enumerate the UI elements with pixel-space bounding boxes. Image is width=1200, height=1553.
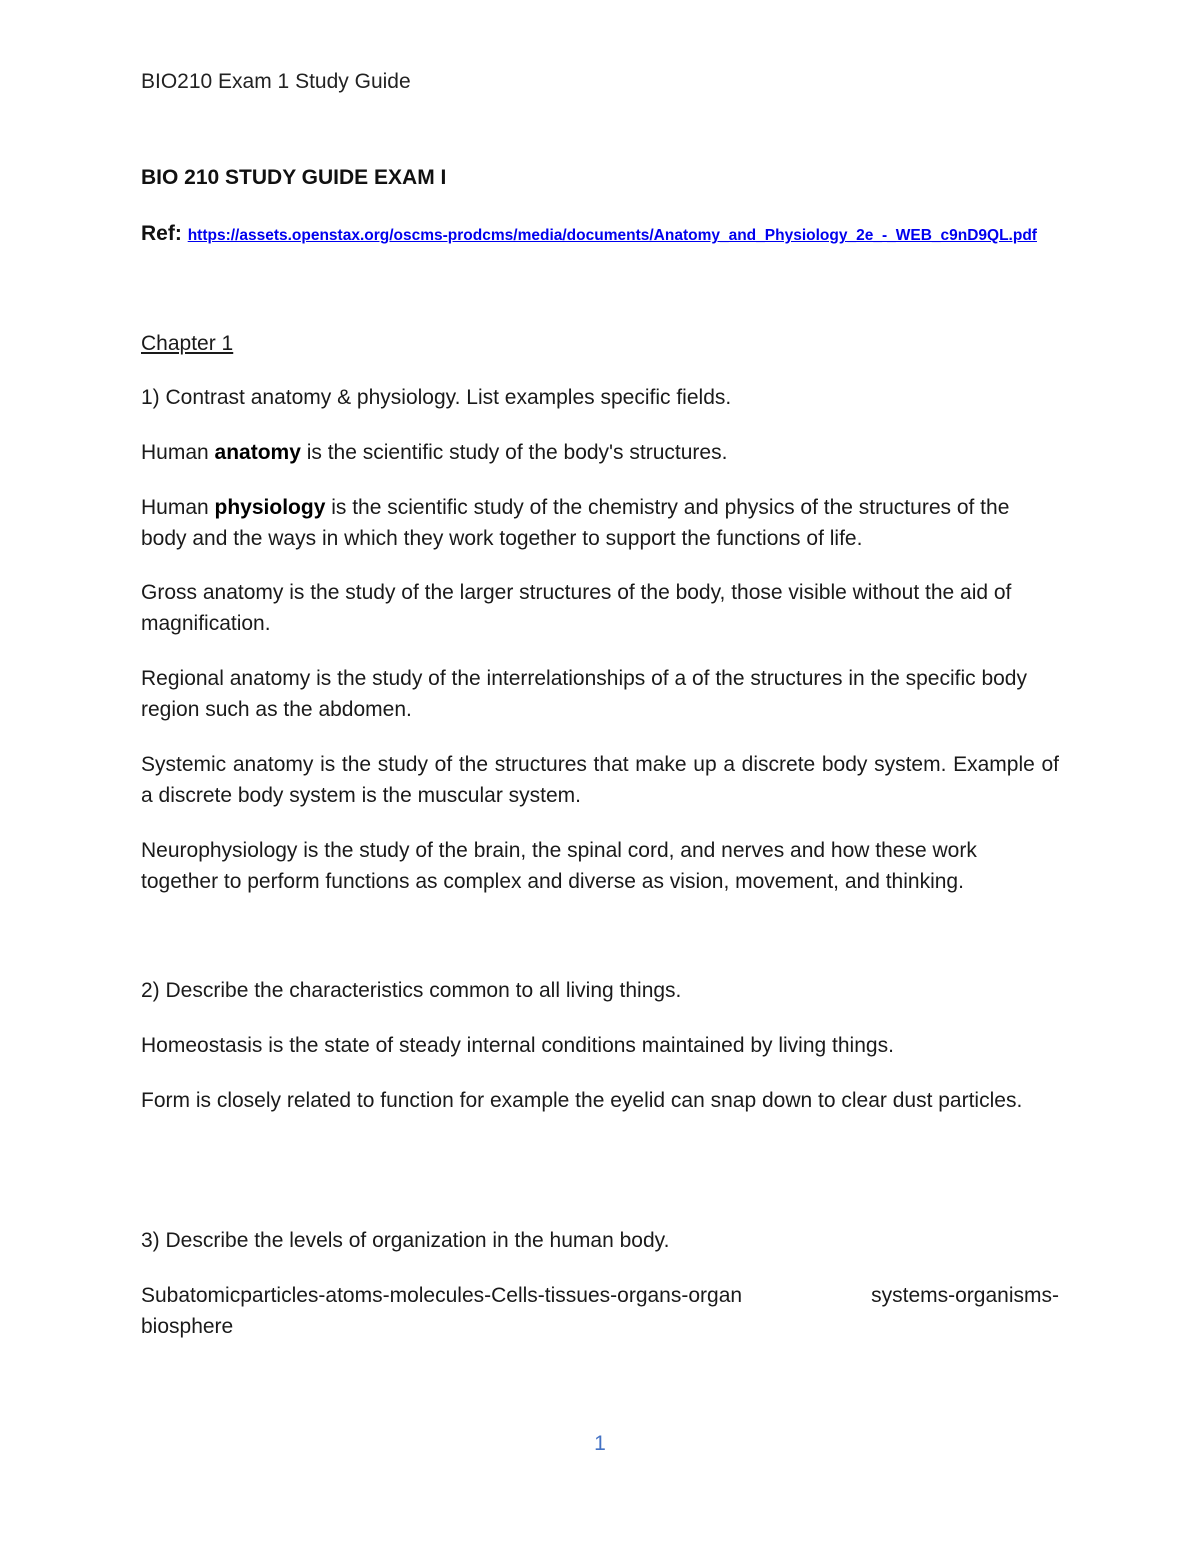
form-function-paragraph: Form is closely related to function for example the eyelid can snap down to clear dust particles. bbox=[141, 1089, 1023, 1112]
document-title: BIO 210 STUDY GUIDE EXAM I bbox=[141, 166, 447, 189]
physiology-rest: is the scientific study of the chemistry and physics of the structures of the body and the ways in which they work together to support the functions of life. bbox=[141, 496, 1010, 550]
neurophysiology-paragraph: Neurophysiology is the study of the brain, the spinal cord, and nerves and how these work together to perform functions as complex and diverse as vision, movement, and thinking. bbox=[141, 839, 977, 893]
levels-of-organization bbox=[141, 1280, 1059, 1342]
levels-part-1: Subatomicparticles-atoms-molecules-Cells-tissues-organs-organ bbox=[141, 1284, 743, 1307]
physiology-definition bbox=[141, 492, 1059, 554]
levels-part-2: systems-organisms- bbox=[871, 1284, 1059, 1307]
homeostasis-paragraph: Homeostasis is the state of steady internal conditions maintained by living things. bbox=[141, 1034, 894, 1057]
levels-part-3: biosphere bbox=[141, 1315, 234, 1338]
page-number: 1 bbox=[594, 1432, 606, 1455]
chapter-heading: Chapter 1 bbox=[141, 332, 234, 355]
reference-link[interactable]: https://assets.openstax.org/oscms-prodcms/media/documents/Anatomy_and_Physiology_2e_-_WEB_c9nD9QL.pdf bbox=[187, 227, 1037, 244]
question-1: 1) Contrast anatomy & physiology. List examples specific fields. bbox=[141, 386, 732, 409]
gross-anatomy-paragraph: Gross anatomy is the study of the larger structures of the body, those visible without the aid of magnification. bbox=[141, 581, 1012, 635]
anatomy-definition bbox=[141, 437, 1059, 468]
physiology-term: physiology bbox=[214, 496, 326, 519]
anatomy-term: anatomy bbox=[214, 441, 301, 464]
anatomy-prefix: Human bbox=[141, 441, 215, 464]
anatomy-rest: is the scientific study of the body's structures. bbox=[300, 441, 728, 464]
running-header: BIO210 Exam 1 Study Guide bbox=[141, 70, 411, 93]
reference-label: Ref: bbox=[141, 222, 182, 245]
question-2: 2) Describe the characteristics common to all living things. bbox=[141, 979, 682, 1002]
physiology-prefix: Human bbox=[141, 496, 215, 519]
reference-line bbox=[141, 222, 1037, 246]
question-3: 3) Describe the levels of organization in the human body. bbox=[141, 1229, 670, 1252]
regional-anatomy-paragraph: Regional anatomy is the study of the interrelationships of a of the structures in the specific body region such as the abdomen. bbox=[141, 667, 1027, 721]
systemic-anatomy-paragraph: Systemic anatomy is the study of the structures that make up a discrete body system. Example of a discrete body system is the muscular system. bbox=[141, 753, 1059, 807]
